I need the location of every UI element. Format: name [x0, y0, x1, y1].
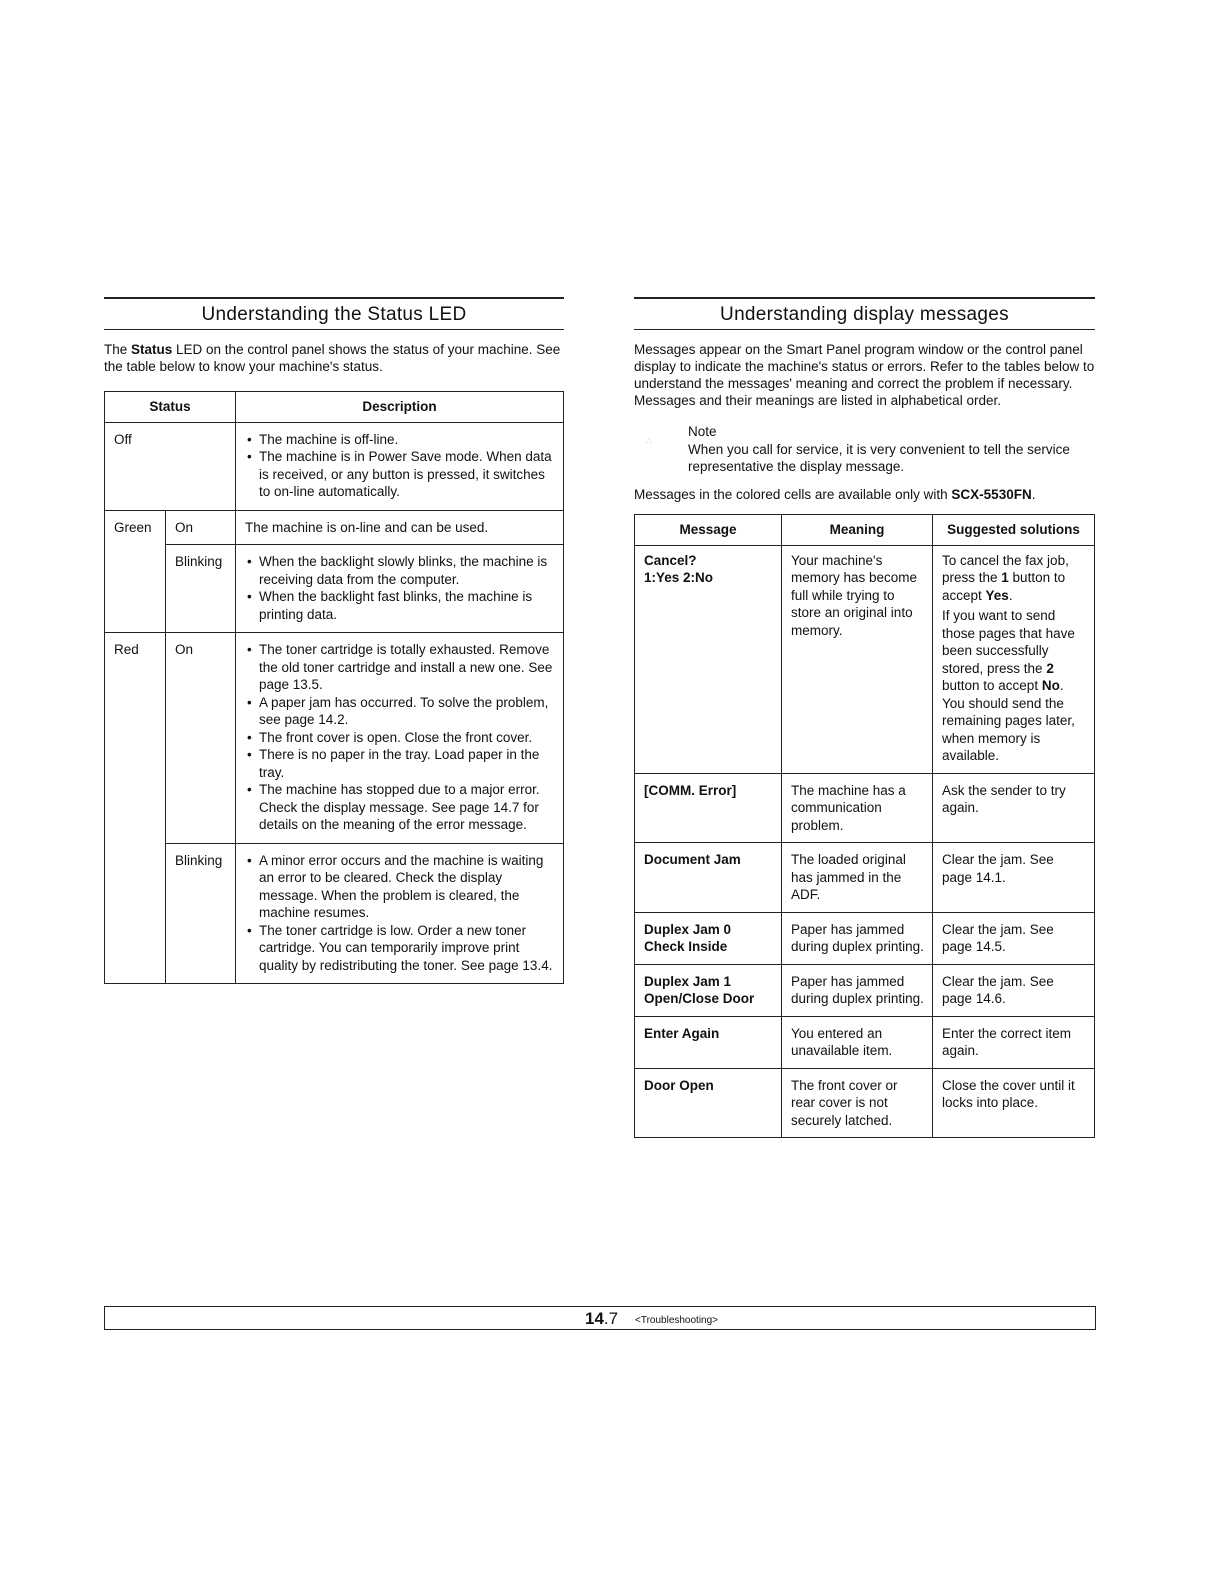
table-row: [635, 773, 1095, 843]
availability-note: Messages in the colored cells are available only with SCX-5530FN.: [634, 487, 1036, 502]
status-red-label: Red: [105, 633, 166, 984]
table-row: [635, 1068, 1095, 1138]
note-icon: ∴: [646, 436, 652, 446]
table-header-row: [635, 515, 1095, 546]
status-led-heading: Understanding the Status LED: [104, 297, 564, 330]
status-column-header: Status: [105, 392, 236, 423]
solution-cell: To cancel the fax job, press the 1 button to accept Yes. If you want to send those pages that have been successfully stored, press the 2 button to accept No. You should send the remaining pages later, when memory is available.: [933, 545, 1095, 773]
status-green-blinking-label: Blinking: [166, 545, 236, 633]
solution-cell: Clear the jam. See page 14.5.: [933, 912, 1095, 964]
list-item: • A paper jam has occurred. To solve the problem, see page 14.2.: [245, 694, 555, 729]
status-red-blinking-description: [236, 843, 564, 984]
solution-cell: Close the cover until it locks into place.: [933, 1068, 1095, 1138]
message-cell: [COMM. Error]: [635, 773, 782, 843]
right-column: [634, 297, 1095, 1138]
solution-cell: Enter the correct item again.: [933, 1016, 1095, 1068]
status-off-label: Off: [105, 422, 236, 510]
list-item: • When the backlight slowly blinks, the machine is receiving data from the computer.: [245, 553, 555, 588]
table-header-row: [105, 392, 564, 423]
message-cell: Door Open: [635, 1068, 782, 1138]
left-column: [104, 297, 564, 984]
meaning-column-header: Meaning: [782, 515, 933, 546]
table-row: [635, 1016, 1095, 1068]
table-row: [105, 843, 564, 984]
status-green-on-description: The machine is on-line and can be used.: [236, 510, 564, 545]
display-messages-heading: Understanding display messages: [634, 297, 1095, 330]
page-number: 14.7: [585, 1309, 619, 1328]
list-item: • A minor error occurs and the machine is waiting an error to be cleared. Check the display message. When the problem is cleared, the machine resumes.: [245, 852, 555, 922]
table-row: [105, 422, 564, 510]
list-item: • The machine is off-line.: [245, 431, 555, 449]
display-messages-intro: Messages appear on the Smart Panel program window or the control panel display to indicate the machine's status or errors. Refer to the tables below to understand the messages' meaning and correct the problem if necessary. Messages and their meanings are listed in alphabetical order.: [634, 342, 1095, 408]
page-footer: [104, 1306, 1096, 1330]
status-red-on-label: On: [166, 633, 236, 844]
table-row: [635, 964, 1095, 1016]
meaning-cell: You entered an unavailable item.: [782, 1016, 933, 1068]
display-messages-table: [634, 514, 1095, 1138]
list-item: • The front cover is open. Close the front cover.: [245, 729, 555, 747]
table-row: [105, 510, 564, 545]
meaning-cell: The front cover or rear cover is not securely latched.: [782, 1068, 933, 1138]
status-red-on-description: [236, 633, 564, 844]
message-cell: Enter Again: [635, 1016, 782, 1068]
solutions-column-header: Suggested solutions: [933, 515, 1095, 546]
table-row: [105, 545, 564, 633]
list-item: • The toner cartridge is totally exhausted. Remove the old toner cartridge and install a new one. See page 13.5.: [245, 641, 555, 694]
meaning-cell: Your machine's memory has become full while trying to store an original into memory.: [782, 545, 933, 773]
table-row: [635, 545, 1095, 773]
status-led-intro: The Status LED on the control panel shows the status of your machine. See the table below to know your machine's status.: [104, 342, 561, 374]
list-item: • When the backlight fast blinks, the machine is printing data.: [245, 588, 555, 623]
status-green-on-label: On: [166, 510, 236, 545]
meaning-cell: The loaded original has jammed in the ADF.: [782, 843, 933, 913]
message-column-header: Message: [635, 515, 782, 546]
message-cell: Duplex Jam 0 Check Inside: [635, 912, 782, 964]
message-cell: Cancel? 1:Yes 2:No: [635, 545, 782, 773]
description-column-header: Description: [236, 392, 564, 423]
meaning-cell: The machine has a communication problem.: [782, 773, 933, 843]
list-item: • The machine has stopped due to a major error. Check the display message. See page 14.7 for details on the meaning of the error message.: [245, 781, 555, 834]
solution-cell: Ask the sender to try again.: [933, 773, 1095, 843]
list-item: • The toner cartridge is low. Order a new toner cartridge. You can temporarily improve print quality by redistributing the toner. See page 13.4.: [245, 922, 555, 975]
message-cell: Duplex Jam 1 Open/Close Door: [635, 964, 782, 1016]
status-green-label: Green: [105, 510, 166, 633]
note-box: [646, 423, 1095, 475]
list-item: • There is no paper in the tray. Load paper in the tray.: [245, 746, 555, 781]
message-cell: Document Jam: [635, 843, 782, 913]
status-red-blinking-label: Blinking: [166, 843, 236, 984]
note-title: Note: [688, 424, 717, 439]
table-row: [635, 912, 1095, 964]
table-row: [105, 633, 564, 844]
status-off-description: [236, 422, 564, 510]
table-row: [635, 843, 1095, 913]
status-led-table: [104, 391, 564, 984]
meaning-cell: Paper has jammed during duplex printing.: [782, 912, 933, 964]
meaning-cell: Paper has jammed during duplex printing.: [782, 964, 933, 1016]
note-text: When you call for service, it is very convenient to tell the service representative the display message.: [688, 442, 1070, 474]
section-label: <Troubleshooting>: [635, 1315, 719, 1326]
list-item: • The machine is in Power Save mode. When data is received, or any button is pressed, it switches to on-line automatically.: [245, 448, 555, 501]
solution-cell: Clear the jam. See page 14.6.: [933, 964, 1095, 1016]
status-green-blinking-description: [236, 545, 564, 633]
solution-cell: Clear the jam. See page 14.1.: [933, 843, 1095, 913]
